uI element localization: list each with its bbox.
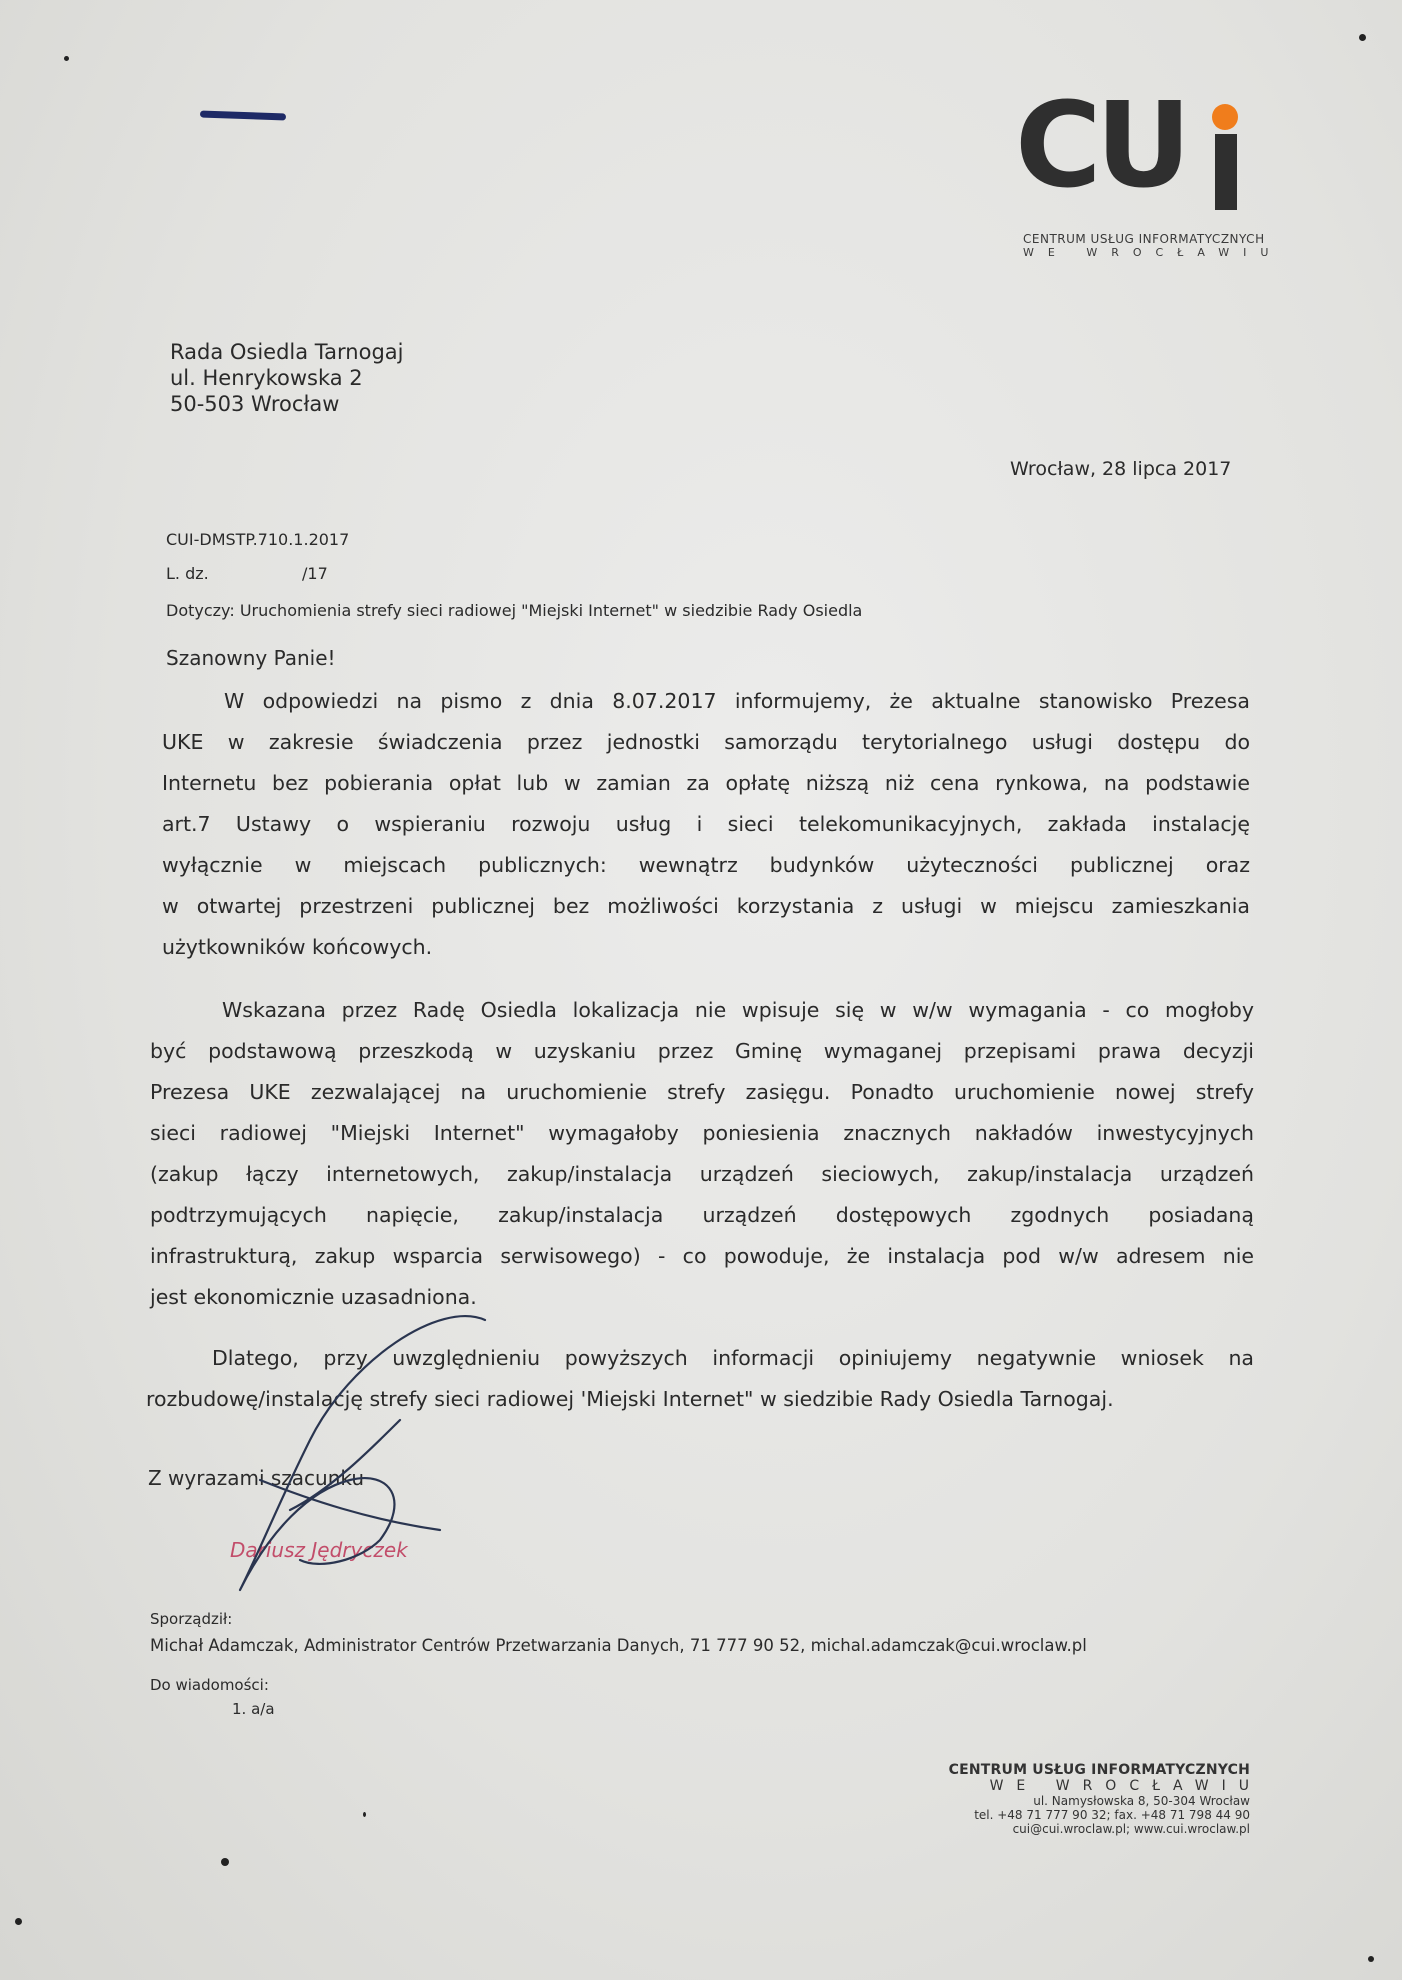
pen-mark (200, 111, 286, 121)
paragraph-line: wyłącznie w miejscach publicznych: wewnątrz budynków użyteczności publicznej oraz (162, 853, 1250, 877)
closing: Z wyrazami szacunku (148, 1466, 365, 1490)
paragraph-line: jest ekonomicznie uzasadniona. (150, 1285, 477, 1309)
paragraph-line: w otwartej przestrzeni publicznej bez możliwości korzystania z usługi w miejscu zamieszkania (162, 894, 1250, 918)
greeting: Szanowny Panie! (166, 646, 336, 670)
cui-logo (1015, 76, 1255, 226)
paragraph-2 (150, 990, 1254, 1318)
paragraph-line: infrastrukturą, zakup wsparcia serwisowego) - co powoduje, że instalacja pod w/w adresem nie (150, 1244, 1254, 1268)
speck (1368, 1956, 1374, 1962)
paragraph-line: Internetu bez pobierania opłat lub w zamian za opłatę niższą niż cena rynkowa, na podstawie (162, 771, 1250, 795)
cc-label: Do wiadomości: (150, 1676, 269, 1694)
logo-org-city: WE WROCŁAWIU (1023, 246, 1283, 259)
logo-i-dot (1212, 104, 1238, 130)
paragraph-line: rozbudowę/instalację strefy sieci radiowej 'Miejski Internet" w siedzibie Rady Osiedla Tarnogaj. (146, 1387, 1114, 1411)
paragraph-line: Prezesa UKE zezwalającej na uruchomienie strefy zasięgu. Ponadto uruchomienie nowej strefy (150, 1080, 1254, 1104)
paragraph-line: podtrzymujących napięcie, zakup/instalacja urządzeń dostępowych zgodnych posiadaną (150, 1203, 1254, 1227)
ld-value: /17 (302, 564, 328, 583)
paragraph-line: Dlatego, przy uwzględnieniu powyższych informacji opiniujemy negatywnie wniosek na (212, 1346, 1254, 1370)
recipient-name: Rada Osiedla Tarnogaj (170, 340, 404, 364)
speck (221, 1858, 229, 1866)
logo-i-stem (1215, 134, 1237, 210)
footer-phone-fax: tel. +48 71 777 90 32; fax. +48 71 798 44 90 (974, 1808, 1250, 1822)
footer-org-city: WE WROCŁAWIU (989, 1778, 1262, 1794)
subject-line: Dotyczy: Uruchomienia strefy sieci radiowej "Miejski Internet" w siedzibie Rady Osiedla (166, 601, 863, 620)
paragraph-line: (zakup łączy internetowych, zakup/instalacja urządzeń sieciowych, zakup/instalacja urządzeń (150, 1162, 1254, 1186)
recipient-city: 50-503 Wrocław (170, 392, 340, 416)
logo-org-name: CENTRUM USŁUG INFORMATYCZNYCH (1023, 232, 1265, 246)
paragraph-line: art.7 Ustawy o wspieraniu rozwoju usług i sieci telekomunikacyjnych, zakłada instalację (162, 812, 1250, 836)
paragraph-line: UKE w zakresie świadczenia przez jednostki samorządu terytorialnego usługi dostępu do (162, 730, 1250, 754)
recipient-street: ul. Henrykowska 2 (170, 366, 363, 390)
ld-label: L. dz. (166, 564, 209, 583)
footer-org-name: CENTRUM USŁUG INFORMATYCZNYCH (948, 1762, 1250, 1778)
speck (1359, 34, 1366, 41)
cc-item: 1. a/a (232, 1700, 275, 1718)
prepared-by-value: Michał Adamczak, Administrator Centrów Przetwarzania Danych, 71 777 90 52, michal.adamczak@cui.wroclaw.pl (150, 1636, 1087, 1655)
paragraph-1 (162, 681, 1250, 968)
paragraph-line: sieci radiowej "Miejski Internet" wymagałoby poniesienia znacznych nakładów inwestycyjnych (150, 1121, 1254, 1145)
prepared-by-label: Sporządził: (150, 1610, 233, 1628)
case-number: CUI-DMSTP.710.1.2017 (166, 530, 350, 549)
letter-date: Wrocław, 28 lipca 2017 (1010, 458, 1232, 480)
footer-address (948, 1762, 1262, 1836)
logo-letters: CU (1015, 76, 1186, 214)
paragraph-line: użytkowników końcowych. (162, 935, 433, 959)
signer-name: Dariusz Jędryczek (230, 1538, 408, 1562)
paragraph-line: Wskazana przez Radę Osiedla lokalizacja nie wpisuje się w w/w wymagania - co mogłoby (222, 998, 1254, 1022)
footer-email-web: cui@cui.wroclaw.pl; www.cui.wroclaw.pl (1012, 1822, 1250, 1836)
speck (363, 1812, 366, 1817)
paragraph-line: W odpowiedzi na pismo z dnia 8.07.2017 informujemy, że aktualne stanowisko Prezesa (224, 689, 1250, 713)
paragraph-3 (146, 1338, 1254, 1420)
speck (15, 1918, 22, 1925)
speck (64, 56, 69, 61)
footer-street: ul. Namysłowska 8, 50-304 Wrocław (1033, 1794, 1250, 1808)
paragraph-line: być podstawową przeszkodą w uzyskaniu przez Gminę wymaganej przepisami prawa decyzji (150, 1039, 1254, 1063)
